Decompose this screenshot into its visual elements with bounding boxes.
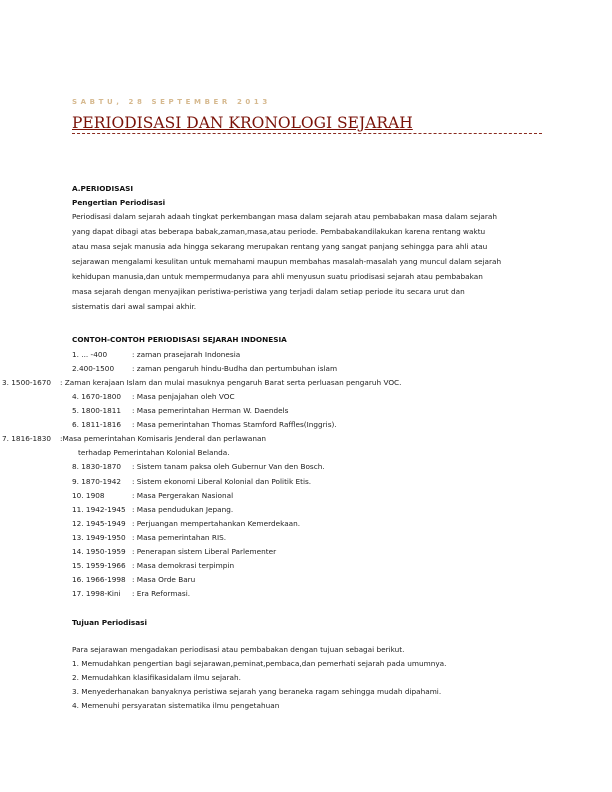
list-item: 4. Memenuhi persyaratan sistematika ilmu pengetahuan (72, 701, 280, 710)
post-date: SABTU, 28 SEPTEMBER 2013 (72, 98, 271, 106)
paragraph-line: Periodisasi dalam sejarah adaah tingkat perkembangan masa dalam sejarah atau pembabakan masa dalam sejarah (72, 212, 497, 221)
paragraph-line: sistematis dari awal sampai akhir. (72, 302, 197, 311)
section-a-heading: A.PERIODISASI (72, 184, 134, 193)
paragraph-line: sejarawan mengalami kesulitan untuk memahami maupun membahas masalah-masalah yang muncul dalam sejarah (72, 257, 502, 266)
title-divider (72, 133, 542, 134)
section-c-intro: Para sejarawan mengadakan periodisasi atau pembabakan dengan tujuan sebagai berikut. (72, 645, 405, 654)
list-item: 3. Menyederhanakan banyaknya peristiwa sejarah yang beraneka ragam sehingga mudah dipahami. (72, 687, 442, 696)
list-item: 2. Memudahkan klasifikasidalam ilmu sejarah. (72, 673, 241, 682)
paragraph-line: yang dapat dibagi atas beberapa babak,zaman,masa,atau periode. Pembabakandilakukan karena rentang waktu (72, 227, 486, 236)
list-item: 1. Memudahkan pengertian bagi sejarawan,peminat,pembaca,dan pemerhati sejarah pada umumnya. (72, 659, 447, 668)
paragraph-line: kehidupan manusia,dan untuk mempermudanya para ahli menyusun suatu priodisasi sejarah atau pembabakan (72, 272, 483, 281)
paragraph-line: atau masa sejak manusia ada hingga sekarang merupakan rentang yang sangat panjang sehingga para ahli atau (72, 242, 488, 251)
section-a-subheading: Pengertian Periodisasi (72, 198, 166, 207)
section-c-heading: Tujuan Periodisasi (72, 618, 147, 627)
paragraph-line: masa sejarah dengan menyajikan peristiwa-peristiwa yang terjadi dalam setiap periode itu secara urut dan (72, 287, 465, 296)
post-title[interactable]: PERIODISASI DAN KRONOLOGI SEJARAH (72, 114, 413, 132)
section-b-heading: CONTOH-CONTOH PERIODISASI SEJARAH INDONESIA (72, 335, 287, 344)
